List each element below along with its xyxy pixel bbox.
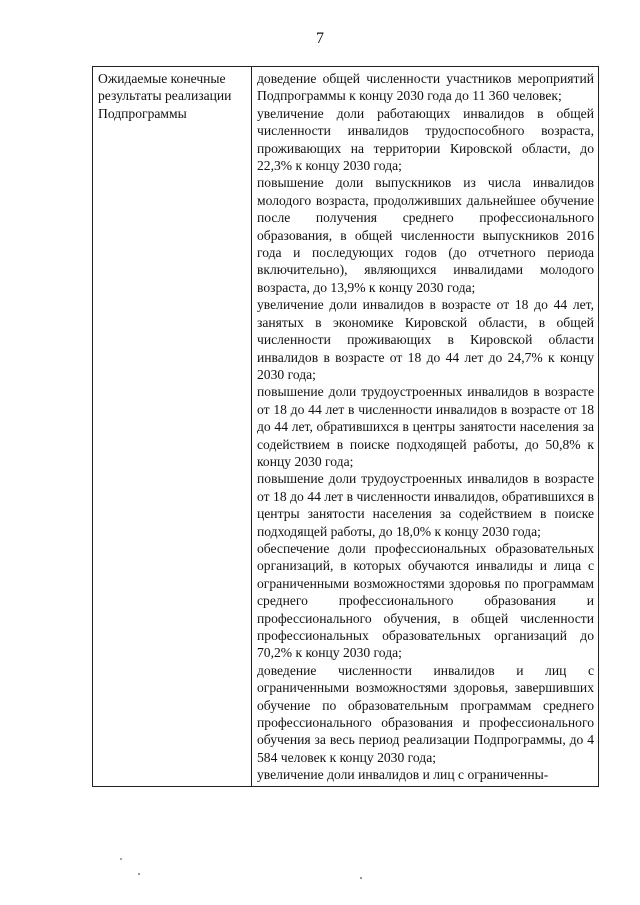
result-item: обеспечение доли профессиональных образовательных организаций, в которых обучаются инвалиды и лица с ограниченными возможностями здоровья по программам среднего профессионального образования и профессионального обучения, в общей численности профессиональных образовательных организаций до 70,2% к концу 2030 года; <box>257 540 594 661</box>
program-results-table <box>92 66 599 787</box>
result-item: повышение доли трудоустроенных инвалидов в возрасте от 18 до 44 лет в численности инвалидов в возрасте от 18 до 44 лет, обратившихся в центры занятости населения за содействием в поиске подходящей работы, до 50,8% к концу 2030 года; <box>257 384 594 469</box>
scan-speck <box>360 877 362 879</box>
scan-speck <box>138 873 140 875</box>
result-item: увеличение доли работающих инвалидов в общей численности инвалидов трудоспособного возраста, проживающих на территории Кировской области, до 22,3% к концу 2030 года; <box>257 105 594 174</box>
result-item: повышение доли выпускников из числа инвалидов молодого возраста, продолживших дальнейшее обучение после получения среднего профессионального образования, в общей численности выпускников 2016 года и последующих годов (до отчетного периода включительно), являющихся инвалидами молодого возраста, до 13,9% к концу 2030 года; <box>257 175 594 295</box>
row-label: Ожидаемые конечные результаты реализации Подпрограммы <box>98 71 232 121</box>
result-item: доведение общей численности участников мероприятий Подпрограммы к концу 2030 года до 11 360 человек; <box>257 71 594 104</box>
content-cell <box>252 67 599 787</box>
result-item: повышение доли трудоустроенных инвалидов в возрасте от 18 до 44 лет в численности инвалидов, обратившихся в центры занятости населения за содействием в поиске подходящей работы, до 18,0% к концу 2030 года; <box>257 471 594 539</box>
result-item: доведение численности инвалидов и лиц с ограниченными возможностями здоровья, завершивших обучение по образовательным программам среднего профессионального образования и профессионального обучения за весь период реализации Подпрограммы, до 4 584 человек к концу 2030 года; <box>257 662 594 765</box>
result-item: увеличение доли инвалидов и лиц с ограниченны- <box>257 767 549 783</box>
result-item: увеличение доли инвалидов в возрасте от 18 до 44 лет, занятых в экономике Кировской области, в общей численности проживающих в Кировской области инвалидов в возрасте от 18 до 44 лет до 24,7% к концу 2030 года; <box>257 297 594 382</box>
scan-speck <box>120 858 122 860</box>
label-cell <box>93 67 252 787</box>
result-items <box>252 67 598 786</box>
page-number: 7 <box>316 30 324 47</box>
table-row <box>93 67 599 787</box>
